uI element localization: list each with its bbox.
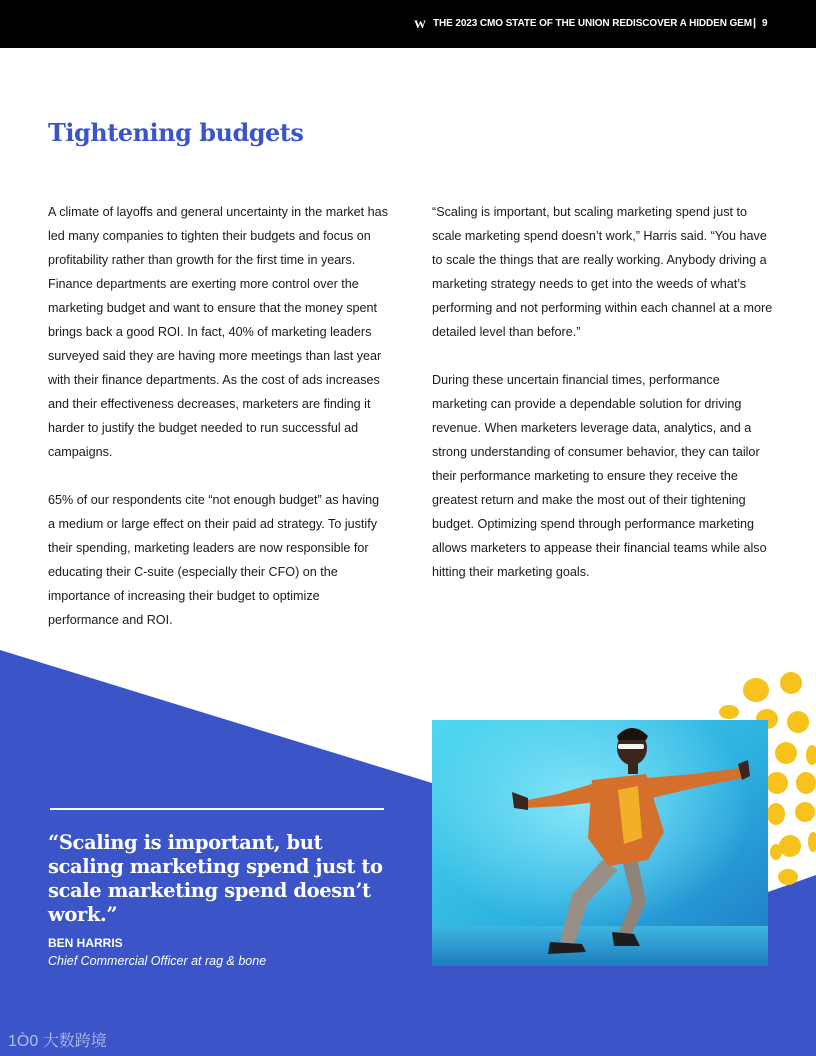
body-paragraph: During these uncertain financial times, performance marketing can provide a dependable solution for driving revenue. When marketers leverage data, analytics, and a strong understanding of consumer behavior, they can tailor their performance marketing to ensure they receive the greatest return and make the most out of their tightening budget. Optimizing spend through performance marketing allows marketers to appease their financial teams while also hitting their marketing goals.: [432, 373, 767, 579]
quote-author-role: Chief Commercial Officer at rag & bone: [48, 954, 267, 968]
quote-divider: [50, 808, 384, 810]
watermark: 1Ò0 大数跨境: [8, 1033, 107, 1050]
section-title: Tightening budgets: [48, 118, 304, 147]
body-paragraph: 65% of our respondents cite “not enough budget” as having a medium or large effect on their paid ad strategy. To justify their spending, marketing leaders are now responsible for educating their C-suite (especially their CFO) on the importance of increasing their budget to optimize performance and ROI.: [48, 493, 380, 627]
header-separator: |: [753, 17, 757, 29]
dancer-photo: [432, 720, 768, 966]
header-title: THE 2023 CMO STATE OF THE UNION REDISCOVER A HIDDEN GEM: [433, 18, 752, 29]
quote-author-name: BEN HARRIS: [48, 936, 123, 950]
pull-quote: “Scaling is important, but scaling marketing spend just to scale marketing spend doesn’t work.”: [48, 831, 383, 926]
page-number: 9: [762, 18, 768, 29]
body-paragraph: “Scaling is important, but scaling marketing spend just to scale marketing spend doesn’t work,” Harris said. “You have to scale the things that are really working. Anybody driving a marketing strategy needs to get into the weeds of what’s performing and not performing within each channel at a more detailed level than before.”: [432, 205, 773, 339]
body-paragraph: A climate of layoffs and general uncertainty in the market has led many companies to tighten their budgets and focus on profitability rather than growth for the first time in years. Finance departments are exerting more control over the marketing budget and want to ensure that the money spent brings back a good ROI. In fact, 40% of marketing leaders surveyed said they are having more meetings than last year with their finance departments. As the cost of ads increases and their effectiveness decreases, marketers are finding it harder to justify the budget needed to run successful ad campaigns.: [48, 205, 388, 459]
brand-logo: W: [414, 17, 426, 31]
